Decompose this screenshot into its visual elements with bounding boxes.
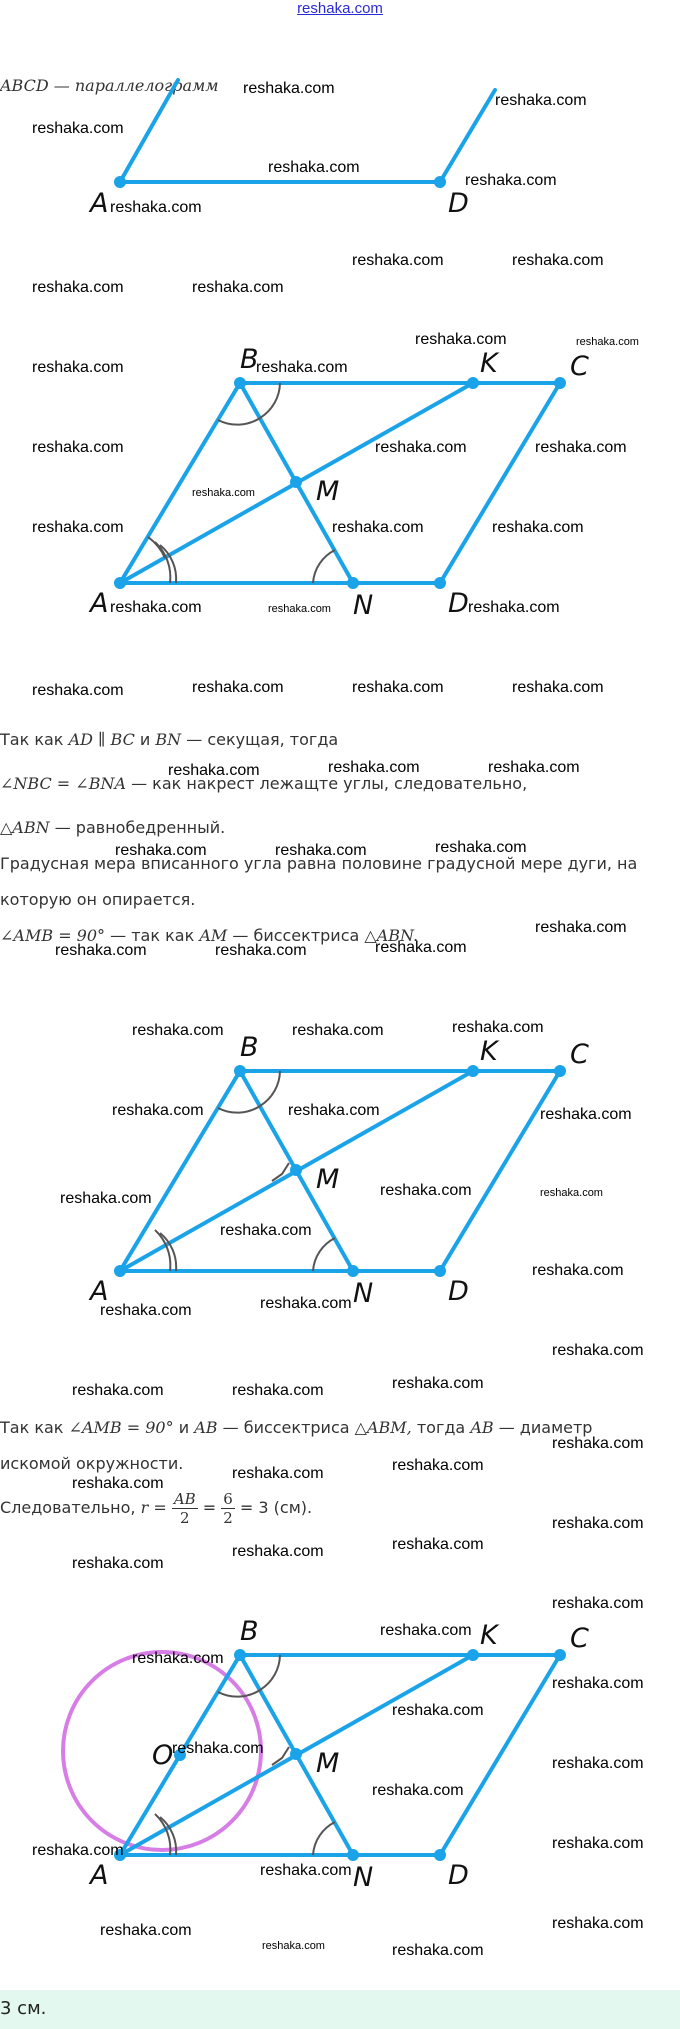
label-b: B [240,1032,259,1063]
watermark: reshaka.com [328,759,420,776]
label-d: D [448,1276,469,1307]
watermark: reshaka.com [392,1457,484,1474]
watermark: reshaka.com [552,1595,644,1612]
watermark: reshaka.com [232,1465,324,1482]
text: — так как [110,926,195,945]
label-c: C [570,1623,589,1654]
angle-b-arc-2 [260,383,280,418]
watermark: reshaka.com [392,1375,484,1392]
watermark: reshaka.com [552,1435,644,1452]
watermark: reshaka.com [468,599,560,616]
text: Так как [0,730,64,749]
watermark: reshaka.com [232,1543,324,1560]
point-c [554,377,566,389]
watermark: reshaka.com [512,679,604,696]
text: Следовательно, [0,1498,136,1517]
numerator: AB [173,1490,196,1508]
point-b [234,1649,246,1661]
watermark: reshaka.com [452,1019,544,1036]
watermark: reshaka.com [375,939,467,956]
solution-line-9: Следовательно, r = $\frac{AB}{2}$ = $\frac{6}{2}$ = 3 (см). [0,1490,313,1527]
watermark: reshaka.com [392,1702,484,1719]
watermark: reshaka.com [535,439,627,456]
label-k: K [480,348,498,379]
label-n: N [353,590,374,621]
denominator: 2 [179,1509,190,1527]
label-a: A [90,588,109,619]
math: △ABN [0,818,50,837]
watermark: reshaka.com [492,519,584,536]
text: — как накрест лежащте углы, следовательно, [131,774,528,793]
point-c [554,1649,566,1661]
side-ab [120,80,178,182]
watermark: reshaka.com [352,679,444,696]
point-b [234,377,246,389]
math: ∠NBC = ∠BNA [0,774,126,793]
watermark: reshaka.com [288,1102,380,1119]
point-c [554,1065,566,1077]
angle-n-arc [313,1238,335,1271]
label-k: K [480,1620,498,1651]
watermark: reshaka.com [172,1740,264,1757]
watermark: reshaka.com [552,1342,644,1359]
text: Градусная мера вписанного угла равна половине градусной мере дуги, на [0,854,638,873]
watermark: reshaka.com [100,1302,192,1319]
math: △ABM, [354,1418,412,1437]
watermark: reshaka.com [435,839,527,856]
watermark: reshaka.com [243,80,335,97]
denominator: 2 [223,1509,233,1527]
text: — диаметр [498,1418,593,1437]
watermark: reshaka.com [488,759,580,776]
text: искомой окружности. [0,1454,184,1473]
point-n [347,1849,359,1861]
point-b [234,1065,246,1077]
label-a: A [90,1860,109,1891]
math: △ABN. [364,926,419,945]
point-a [114,176,126,188]
answer-text: 3 см. [0,1998,47,2019]
point-k [467,1065,479,1077]
watermark: reshaka.com [552,1675,644,1692]
watermark: reshaka.com [576,336,639,348]
fraction-1 [172,1490,198,1527]
watermark: reshaka.com [115,842,207,859]
watermark: reshaka.com [110,199,202,216]
watermark: reshaka.com [552,1835,644,1852]
side-ab [120,1071,240,1271]
point-d [434,577,446,589]
watermark: reshaka.com [268,159,360,176]
label-c: C [570,351,589,382]
label-b: B [240,344,259,375]
point-n [347,577,359,589]
side-dc [440,1655,560,1855]
side-dc [440,1071,560,1271]
watermark: reshaka.com [540,1106,632,1123]
watermark: reshaka.com [332,519,424,536]
watermark: reshaka.com [192,279,284,296]
watermark: reshaka.com [392,1536,484,1553]
watermark: reshaka.com [262,1940,325,1952]
label-d: D [448,1860,469,1891]
watermark: reshaka.com [192,679,284,696]
point-k [467,1649,479,1661]
watermark: reshaka.com [72,1475,164,1492]
watermark: reshaka.com [55,942,147,959]
watermark: reshaka.com [465,172,557,189]
watermark: reshaka.com [380,1622,472,1639]
text: — биссектриса [222,1418,350,1437]
point-n [347,1265,359,1277]
label-m: M [316,1748,340,1779]
watermark: reshaka.com [72,1555,164,1572]
watermark: reshaka.com [100,1922,192,1939]
watermark: reshaka.com [552,1755,644,1772]
watermark: reshaka.com [220,1222,312,1239]
watermark: reshaka.com [232,1382,324,1399]
watermark: reshaka.com [168,762,260,779]
watermark: reshaka.com [552,1915,644,1932]
watermark: reshaka.com [415,331,507,348]
point-a [114,1265,126,1277]
watermark: reshaka.com [32,1842,124,1859]
watermark: reshaka.com [380,1182,472,1199]
text: — равнобедренный. [54,818,226,837]
text: Так как [0,1418,64,1437]
watermark: reshaka.com [392,1942,484,1959]
watermark: reshaka.com [215,942,307,959]
watermark: reshaka.com [32,439,124,456]
watermark: reshaka.com [552,1515,644,1532]
watermark: reshaka.com [112,1102,204,1119]
point-d [434,1265,446,1277]
watermark: reshaka.com [110,599,202,616]
watermark: reshaka.com [132,1650,224,1667]
math: AD ∥ BC [68,730,135,749]
watermark: reshaka.com [375,439,467,456]
math: AB [470,1418,494,1437]
watermark: reshaka.com [352,252,444,269]
point-d [434,176,446,188]
label-n: N [353,1862,374,1893]
angle-b-arc-1 [218,418,260,425]
label-c: C [570,1039,589,1070]
watermark: reshaka.com [268,603,331,615]
math: r = [140,1498,167,1517]
label-a: A [90,188,109,219]
label-d: D [448,188,469,219]
solution-line-8 [0,1454,183,1473]
watermark: reshaka.com [72,1382,164,1399]
point-m [290,476,302,488]
point-a [114,577,126,589]
label-d: D [448,588,469,619]
watermark: reshaka.com [32,359,124,376]
text: и [178,1418,190,1437]
point-m [290,1164,302,1176]
top-link[interactable]: reshaka.com [297,0,383,17]
text: — секущая, тогда [186,730,339,749]
point-k [467,377,479,389]
watermark: reshaka.com [260,1295,352,1312]
point-m [290,1748,302,1760]
watermark: reshaka.com [192,487,255,499]
watermark: reshaka.com [132,1022,224,1039]
watermark: reshaka.com [32,279,124,296]
watermark: reshaka.com [512,252,604,269]
watermark: reshaka.com [32,120,124,137]
watermark: reshaka.com [372,1782,464,1799]
point-d [434,1849,446,1861]
watermark: reshaka.com [256,359,348,376]
label-n: N [353,1278,374,1309]
numerator: 6 [223,1490,233,1508]
watermark: reshaka.com [60,1190,152,1207]
side-dc [440,90,495,182]
statement-text: ABCD — параллелограмм [0,76,219,95]
angle-n-arc [313,1822,335,1855]
label-m: M [316,1164,340,1195]
label-o: O [152,1740,174,1771]
watermark: reshaka.com [32,682,124,699]
solution-line-2 [0,774,527,793]
angle-b-arc-2 [260,1655,280,1690]
solution-line-1 [0,730,338,749]
math: AB [194,1418,218,1437]
watermark: reshaka.com [275,842,367,859]
label-a: A [90,1276,109,1307]
watermark: reshaka.com [532,1262,624,1279]
math: AM [199,926,228,945]
label-k: K [480,1036,498,1067]
math: ∠AMB = 90° [68,1418,174,1437]
math: ∠AMB = 90° [0,926,106,945]
text: = 3 (см). [239,1498,313,1517]
solution-line-5 [0,890,195,909]
angle-n-arc [313,550,335,583]
watermark: reshaka.com [540,1187,603,1199]
side-dc [440,383,560,583]
diagram-2 [0,340,680,640]
watermark: reshaka.com [292,1022,384,1039]
watermark: reshaka.com [260,1862,352,1879]
side-ab [120,383,240,583]
angle-b-arc-2 [260,1071,280,1106]
watermark: reshaka.com [495,92,587,109]
watermark: reshaka.com [535,919,627,936]
solution-line-3 [0,818,225,837]
label-m: M [316,476,340,507]
solution-line-7 [0,1418,592,1437]
label-b: B [240,1616,259,1647]
diagram-3 [0,1028,680,1328]
angle-b-arc-1 [218,1106,260,1113]
text: — биссектриса [232,926,360,945]
text: и [139,730,151,749]
text: тогда [416,1418,466,1437]
math: BN [155,730,182,749]
text: которую он опирается. [0,890,196,909]
watermark: reshaka.com [32,519,124,536]
fraction-2 [221,1490,235,1527]
answer-bar [0,1990,680,2029]
